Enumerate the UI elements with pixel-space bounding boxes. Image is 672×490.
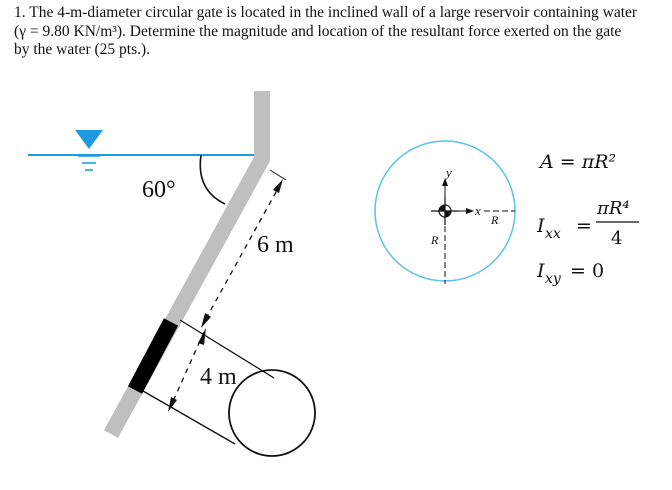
circle-geometry-figure: [375, 141, 515, 284]
diameter-label: 4 m: [200, 364, 237, 390]
ixy-symbol: I: [537, 260, 545, 282]
radius-label-right: R: [491, 213, 499, 227]
gate-front-view-circle: [229, 370, 315, 456]
distance-label: 6 m: [257, 232, 294, 258]
ixx-equals: =: [576, 215, 592, 237]
dim-6m-ext-top: [270, 170, 286, 180]
reservoir-figure: [28, 91, 315, 456]
circular-gate-edge: [135, 322, 171, 390]
area-formula: A = πR²: [540, 151, 617, 173]
x-axis-arrow: [466, 208, 474, 214]
problem-line-1: 1. The 4-m-diameter circular gate is located in the inclined wall of a large reservoir containing water: [14, 4, 638, 21]
dim-6m-arrow-top: [273, 179, 283, 193]
dim-4m-arrow-top: [198, 328, 206, 345]
ixy-rhs: = 0: [570, 260, 605, 282]
projection-line-bottom: [143, 391, 235, 444]
ixy-subscript: xy: [545, 271, 561, 287]
x-axis-label: x: [475, 203, 481, 218]
angle-arc: [200, 155, 225, 204]
formulas: [536, 151, 639, 287]
problem-line-3: by the water (25 pts.).: [14, 41, 151, 58]
angle-label: 60°: [142, 177, 176, 203]
water-level-triangle-icon: [75, 130, 103, 149]
dim-6m-arrow-bottom: [201, 313, 211, 328]
problem-line-2: (γ = 9.80 KN/m³). Determine the magnitude and location of the resultant force exerted on the gate: [14, 22, 622, 40]
radius-label-down: R: [431, 233, 439, 247]
ixx-subscript: xx: [545, 226, 561, 242]
ixx-symbol: I: [537, 215, 545, 237]
ixx-numerator: πR⁴: [597, 198, 630, 219]
ixx-denominator: 4: [611, 228, 623, 249]
centroid-fill-top-left: [439, 205, 445, 211]
y-axis-label: y: [446, 165, 452, 180]
centroid-fill-bottom-right: [445, 211, 451, 217]
dim-4m-line: [170, 332, 204, 408]
